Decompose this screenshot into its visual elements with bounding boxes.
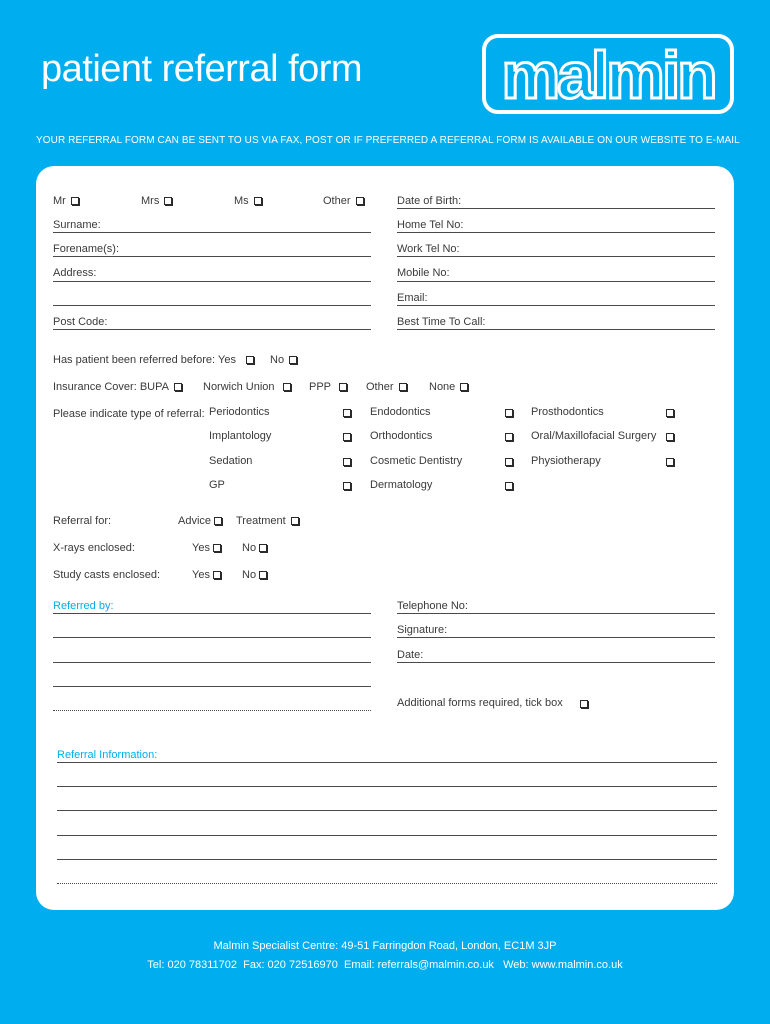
post-code-label: Post Code: [53, 316, 108, 328]
referred-by-line-4[interactable] [53, 686, 371, 687]
referral-sedation: Sedation [209, 455, 253, 467]
dob-field[interactable] [397, 208, 715, 209]
telephone-field[interactable] [397, 613, 715, 614]
treatment-checkbox[interactable] [291, 517, 299, 525]
referral-info-line-3[interactable] [57, 810, 717, 811]
telephone-label: Telephone No: [397, 600, 468, 612]
insurance-other: Other [366, 381, 407, 394]
forenames-label: Forename(s): [53, 243, 120, 255]
address-field-line-2[interactable] [53, 305, 371, 306]
cosmetic-checkbox[interactable] [505, 458, 513, 466]
referral-for-treatment: Treatment [236, 515, 299, 528]
study-casts-no-checkbox[interactable] [259, 571, 267, 579]
referral-orthodontics: Orthodontics [370, 430, 433, 442]
referral-info-label: Referral Information: [57, 749, 158, 761]
referral-info-line-6[interactable] [57, 883, 717, 884]
footer-address: Malmin Specialist Centre: 49-51 Farringdon Road, London, EC1M 3JP [213, 940, 557, 952]
referral-for-advice: Advice [178, 515, 222, 528]
referral-cosmetic: Cosmetic Dentistry [370, 455, 463, 467]
best-time-label: Best Time To Call: [397, 316, 486, 328]
study-casts-yes-checkbox[interactable] [213, 571, 221, 579]
email-label: Email: [397, 292, 428, 304]
mobile-label: Mobile No: [397, 267, 450, 279]
xrays-no-checkbox[interactable] [259, 544, 267, 552]
referral-info-line-1[interactable] [57, 762, 717, 763]
work-tel-field[interactable] [397, 256, 715, 257]
referred-by-line-2[interactable] [53, 637, 371, 638]
title-other: Other [323, 195, 364, 208]
form-title: patient referral form [41, 48, 363, 90]
title-mr: Mr [53, 195, 79, 208]
referral-endodontics: Endodontics [370, 406, 431, 418]
referral-for-label: Referral for: [53, 515, 112, 527]
orthodontics-checkbox[interactable] [505, 433, 513, 441]
logo-text: malmin [501, 38, 715, 110]
referral-physiotherapy: Physiotherapy [531, 455, 601, 467]
bupa-checkbox[interactable] [174, 383, 182, 391]
footer-contact: Tel: 020 78311702 Fax: 020 72516970 Email: referrals@malmin.co.uk Web: www.malmin.co.uk [147, 959, 623, 971]
referral-info-line-5[interactable] [57, 859, 717, 860]
insurance-bupa: Insurance Cover: BUPA [53, 381, 182, 394]
best-time-field[interactable] [397, 329, 715, 330]
date-field[interactable] [397, 662, 715, 663]
referral-prosthodontics: Prosthodontics [531, 406, 604, 418]
insurance-ppp: PPP [309, 381, 347, 394]
home-tel-label: Home Tel No: [397, 219, 464, 231]
referral-gp: GP [209, 479, 225, 491]
title-mrs: Mrs [141, 195, 172, 208]
insurance-none-checkbox[interactable] [460, 383, 468, 391]
advice-checkbox[interactable] [214, 517, 222, 525]
study-casts-label: Study casts enclosed: [53, 569, 161, 581]
referral-periodontics: Periodontics [209, 406, 270, 418]
address-field[interactable] [53, 281, 371, 282]
referred-before-yes: Yes [218, 354, 254, 367]
referred-by-line-5[interactable] [53, 710, 371, 711]
referred-before-no: No [270, 354, 297, 367]
referral-dermatology: Dermatology [370, 479, 433, 491]
referred-before-label: Has patient been referred before: [53, 354, 216, 366]
post-code-field[interactable] [53, 329, 371, 330]
referral-info-line-2[interactable] [57, 786, 717, 787]
mr-checkbox[interactable] [71, 197, 79, 205]
referral-oral-surgery: Oral/Maxillofacial Surgery [531, 430, 657, 442]
endodontics-checkbox[interactable] [505, 409, 513, 417]
implantology-checkbox[interactable] [343, 433, 351, 441]
address-label: Address: [53, 267, 97, 279]
dermatology-checkbox[interactable] [505, 482, 513, 490]
prosthodontics-checkbox[interactable] [666, 409, 674, 417]
sedation-checkbox[interactable] [343, 458, 351, 466]
referred-by-label: Referred by: [53, 600, 114, 612]
signature-field[interactable] [397, 637, 715, 638]
referral-implantology: Implantology [209, 430, 272, 442]
referred-before-no-checkbox[interactable] [289, 356, 297, 364]
mobile-field[interactable] [397, 281, 715, 282]
surname-label: Surname: [53, 219, 101, 231]
study-casts-yes: Yes [192, 569, 221, 582]
study-casts-no: No [242, 569, 267, 582]
date-label: Date: [397, 649, 424, 661]
additional-forms-checkbox[interactable] [580, 700, 588, 708]
periodontics-checkbox[interactable] [343, 409, 351, 417]
signature-label: Signature: [397, 624, 448, 636]
referral-type-label: Please indicate type of referral: [53, 408, 205, 420]
xrays-label: X-rays enclosed: [53, 542, 135, 554]
referral-info-line-4[interactable] [57, 835, 717, 836]
dob-label: Date of Birth: [397, 195, 462, 207]
insurance-other-checkbox[interactable] [399, 383, 407, 391]
oral-surgery-checkbox[interactable] [666, 433, 674, 441]
physiotherapy-checkbox[interactable] [666, 458, 674, 466]
other-title-checkbox[interactable] [356, 197, 364, 205]
insurance-norwich: Norwich Union [203, 381, 291, 394]
xrays-yes-checkbox[interactable] [213, 544, 221, 552]
referred-by-field[interactable] [53, 613, 371, 614]
gp-checkbox[interactable] [343, 482, 351, 490]
home-tel-field[interactable] [397, 232, 715, 233]
title-ms: Ms [234, 195, 262, 208]
xrays-yes: Yes [192, 542, 221, 555]
referred-by-line-3[interactable] [53, 662, 371, 663]
ppp-checkbox[interactable] [339, 383, 347, 391]
intro-text: YOUR REFERRAL FORM CAN BE SENT TO US VIA FAX, POST OR IF PREFERRED A REFERRAL FORM IS AVAILABLE ON OUR WEBSITE TO E-MAIL [36, 135, 740, 146]
norwich-union-checkbox[interactable] [283, 383, 291, 391]
additional-forms-label: Additional forms required, tick box [397, 697, 563, 709]
email-field[interactable] [397, 305, 715, 306]
insurance-none: None [429, 381, 468, 394]
malmin-logo [482, 34, 734, 114]
work-tel-label: Work Tel No: [397, 243, 460, 255]
surname-field[interactable] [53, 232, 371, 233]
referred-before-yes-checkbox[interactable] [246, 356, 254, 364]
ms-checkbox[interactable] [254, 197, 262, 205]
forenames-field[interactable] [53, 256, 371, 257]
form-panel [36, 166, 734, 910]
xrays-no: No [242, 542, 267, 555]
mrs-checkbox[interactable] [164, 197, 172, 205]
